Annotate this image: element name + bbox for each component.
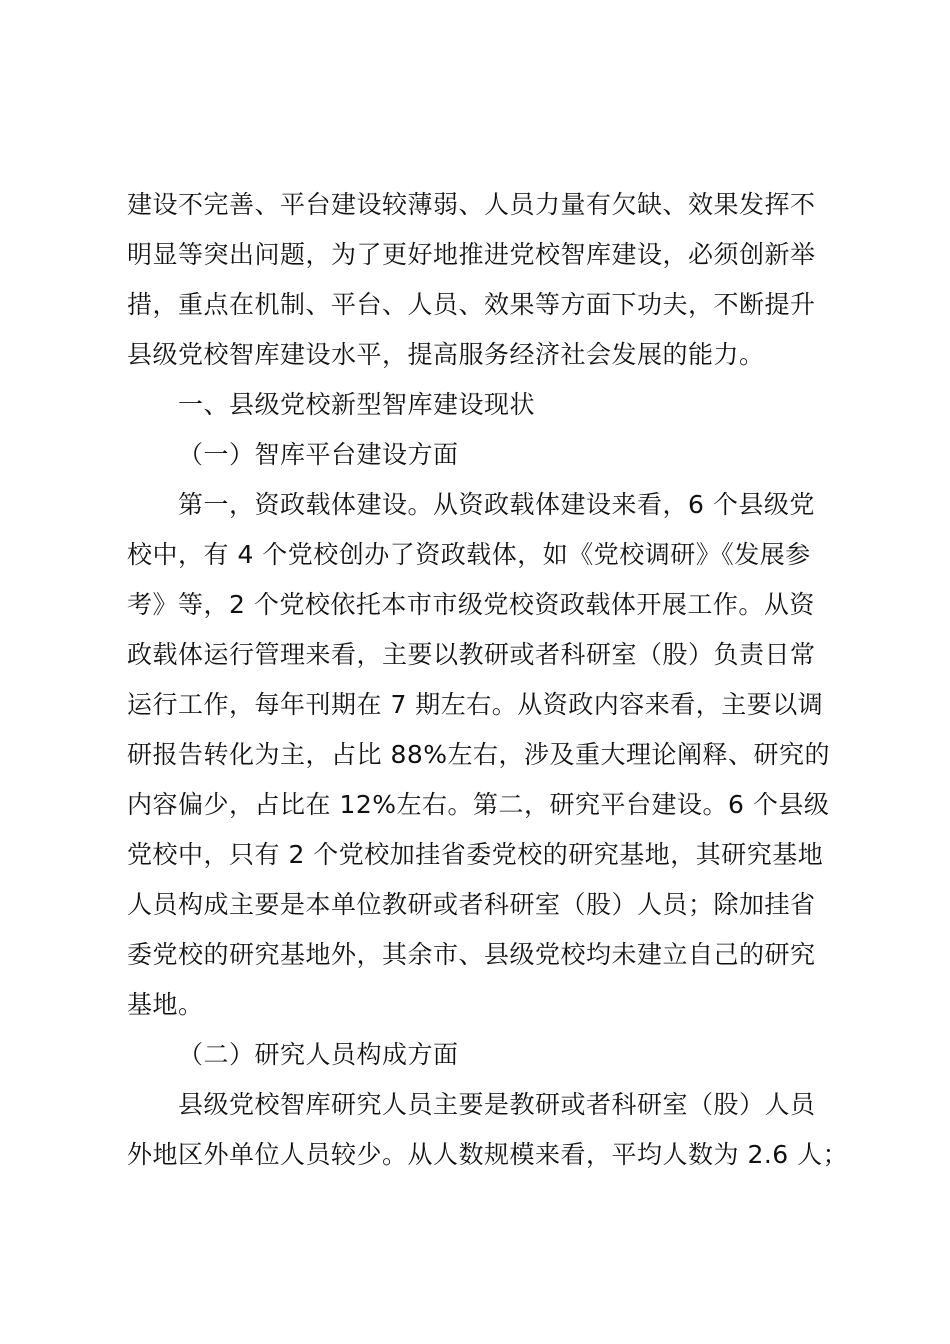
body-text-line: 研报告转化为主，占比 88%左右，涉及重大理论阐释、研究的 (127, 740, 831, 769)
section-heading: 一、县级党校新型智库建设现状 (178, 390, 536, 419)
body-text-line: 运行工作，每年刊期在 7 期左右。从资政内容来看，主要以调 (127, 690, 824, 719)
body-text-line: 委党校的研究基地外，其余市、县级党校均未建立自己的研究 (127, 940, 816, 969)
body-text-line: 县级党校智库研究人员主要是教研或者科研室（股）人员 (178, 1090, 816, 1119)
body-text-line: 县级党校智库建设水平，提高服务经济社会发展的能力。 (127, 340, 765, 369)
body-text-line: 第一，资政载体建设。从资政载体建设来看，6 个县级党 (178, 490, 815, 519)
body-text-line: 建设不完善、平台建设较薄弱、人员力量有欠缺、效果发挥不 (127, 190, 816, 219)
body-text-line: 校中，有 4 个党校创办了资政载体，如《党校调研》《发展参 (127, 540, 811, 569)
body-text-line: 基地。 (127, 990, 204, 1019)
body-text-line: 内容偏少，占比在 12%左右。第二，研究平台建设。6 个县级 (127, 790, 830, 819)
body-text-line: 外地区外单位人员较少。从人数规模来看，平均人数为 2.6 人； (127, 1140, 849, 1169)
body-text-line: 考》等，2 个党校依托本市市级党校资政载体开展工作。从资 (127, 590, 815, 619)
body-text-line: 党校中，只有 2 个党校加挂省委党校的研究基地，其研究基地 (127, 840, 824, 869)
body-text-line: 措，重点在机制、平台、人员、效果等方面下功夫，不断提升 (127, 290, 816, 319)
body-text-line: 明显等突出问题，为了更好地推进党校智库建设，必须创新举 (127, 240, 816, 269)
subsection-heading: （二）研究人员构成方面 (178, 1040, 459, 1069)
body-text-line: 人员构成主要是本单位教研或者科研室（股）人员；除加挂省 (127, 890, 816, 919)
subsection-heading: （一）智库平台建设方面 (178, 440, 459, 469)
body-text-line: 政载体运行管理来看，主要以教研或者科研室（股）负责日常 (127, 640, 816, 669)
